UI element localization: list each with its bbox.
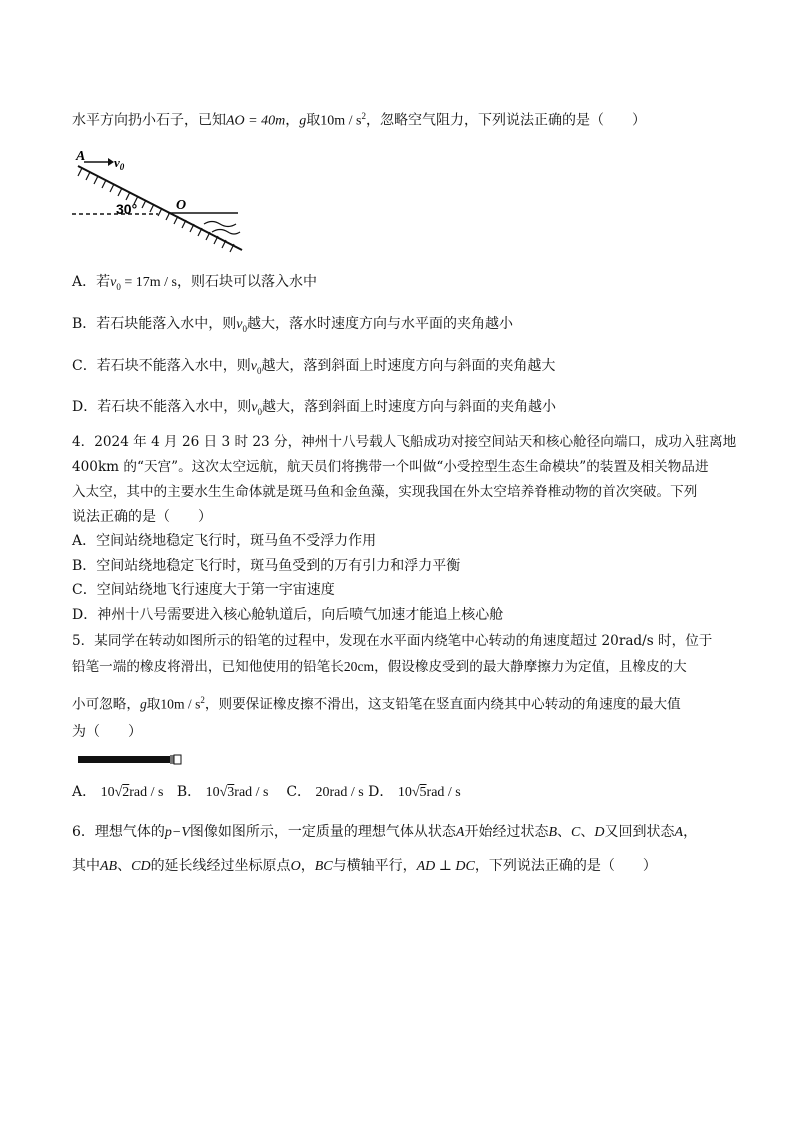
q5-text: ，则要保证橡皮擦不滑出，这支铅笔在竖直面内绕其中心转动的角速度的最大值 bbox=[204, 696, 681, 713]
pencil-body bbox=[78, 756, 170, 763]
option-sub: 0 bbox=[116, 281, 121, 292]
option-sub: 0 bbox=[242, 323, 248, 334]
q3-option-b bbox=[72, 314, 513, 339]
q3-g-exp: 2 bbox=[361, 111, 366, 121]
q3-option-d bbox=[72, 397, 556, 422]
pencil-ferrule bbox=[170, 755, 174, 764]
option-coef: 10 bbox=[397, 785, 412, 800]
q6-text: 其中 bbox=[72, 858, 100, 874]
q3-stem bbox=[72, 106, 646, 132]
q5-option-b bbox=[177, 784, 269, 800]
q6-text: 与横轴平行， bbox=[332, 858, 417, 874]
incline-diagram bbox=[72, 146, 252, 256]
option-coef: 10 bbox=[205, 785, 220, 800]
q4-line-3: 入太空，其中的主要水生生命体就是斑马鱼和金鱼藻，实现我国在外太空培养脊椎动物的首次突破。下列 bbox=[72, 484, 698, 500]
q6-state-a: A bbox=[674, 825, 684, 840]
label-a: A bbox=[76, 149, 86, 164]
q6-bc: BC bbox=[314, 859, 333, 874]
q6-line-1 bbox=[72, 822, 697, 843]
q5-text: ，假设橡皮受到的最大静摩擦力为定值，且橡皮的大 bbox=[374, 659, 687, 675]
option-sub: 0 bbox=[257, 406, 262, 417]
q6-sep: 、 bbox=[580, 824, 595, 840]
q6-text: 的延长线经过坐标原点 bbox=[150, 858, 291, 874]
q6-perp: AD ⊥ DC bbox=[416, 859, 475, 874]
q6-cd: CD bbox=[131, 859, 151, 874]
q6-sep: 、 bbox=[117, 858, 132, 874]
option-root: 2 bbox=[122, 785, 130, 800]
option-coef: 10 bbox=[100, 785, 115, 800]
q3-comma: ， bbox=[285, 112, 300, 129]
option-prefix: B．若石块能落入水中，则 bbox=[72, 316, 237, 332]
pencil-diagram bbox=[78, 754, 184, 766]
q5-option-a bbox=[72, 784, 163, 800]
option-var: v bbox=[236, 317, 243, 332]
water-wave-1 bbox=[204, 222, 236, 227]
q4-option-b: B．空间站绕地稳定飞行时，斑马鱼受到的万有引力和浮力平衡 bbox=[72, 558, 461, 574]
q6-state-b: B bbox=[548, 825, 558, 840]
option-label: D． bbox=[368, 784, 394, 800]
option-rest: 越大，落到斜面上时速度方向与斜面的夹角越小 bbox=[261, 399, 556, 415]
q6-state-d: D bbox=[594, 825, 605, 840]
option-sub: 0 bbox=[256, 365, 262, 376]
water-wave-2 bbox=[212, 230, 240, 235]
q6-text: 6．理想气体的 bbox=[72, 824, 165, 840]
q6-origin: O bbox=[290, 859, 301, 874]
option-rest: 越大，落水时速度方向与水平面的夹角越小 bbox=[247, 316, 514, 332]
q3-g: g bbox=[299, 113, 307, 129]
q5-line-2 bbox=[72, 657, 687, 677]
q6-state-a: A bbox=[455, 825, 465, 840]
q5-text: 小可忽略， bbox=[72, 696, 140, 713]
q3-stem-text: 水平方向扔小石子，已知 bbox=[72, 112, 226, 129]
option-label: B． bbox=[176, 784, 202, 800]
option-unit: rad / s bbox=[234, 785, 269, 800]
option-rest: ，则石块可以落入水中 bbox=[176, 274, 317, 290]
q4-option-c: C．空间站绕地飞行速度大于第一宇宙速度 bbox=[72, 582, 335, 598]
q4-option-d: D．神州十八号需要进入核心舱轨道后，向后喷气加速才能追上核心舱 bbox=[72, 607, 504, 623]
sqrt-sign: √ bbox=[114, 785, 123, 800]
q3-g-value: 10m / s bbox=[320, 113, 362, 129]
option-unit: rad / s bbox=[426, 785, 461, 800]
option-coef: 20 bbox=[315, 785, 330, 800]
q5-option-d bbox=[368, 784, 461, 800]
q6-line-2 bbox=[72, 856, 657, 877]
q3-eq-ao: AO = 40m bbox=[226, 113, 286, 129]
option-prefix: D．若石块不能落入水中，则 bbox=[72, 399, 252, 415]
q3-question: ，忽略空气阻力，下列说法正确的是（ ） bbox=[365, 112, 646, 129]
q5-line-3 bbox=[72, 690, 681, 715]
option-prefix: A．若 bbox=[72, 274, 111, 290]
q6-text: ，下列说法正确的是（ ） bbox=[474, 858, 657, 874]
q5-line-4: 为（ ） bbox=[72, 724, 142, 740]
q4-line-4: 说法正确的是（ ） bbox=[72, 509, 212, 525]
label-angle: 30° bbox=[116, 201, 138, 217]
q6-text: 图像如图所示，一定质量的理想气体从状态 bbox=[189, 824, 456, 840]
q5-line-1: 5．某同学在转动如图所示的铅笔的过程中，发现在水平面内绕笔中心转动的角速度超过 20rad/s 时，位于 bbox=[72, 633, 713, 649]
label-o: O bbox=[176, 198, 187, 213]
q5-pencil-length: 20cm bbox=[343, 659, 375, 674]
q5-g-exp: 2 bbox=[200, 695, 205, 705]
q5-take: 取 bbox=[146, 696, 161, 713]
option-label: A． bbox=[72, 784, 97, 800]
q6-state-c: C bbox=[571, 825, 581, 840]
q6-pv: p−V bbox=[164, 825, 190, 840]
q3-take: 取 bbox=[306, 112, 321, 129]
q6-sep: 、 bbox=[557, 824, 572, 840]
q6-comma: ， bbox=[683, 824, 698, 840]
option-label: C． bbox=[286, 784, 312, 800]
incline-figure bbox=[72, 146, 252, 260]
q4-line-2: 400km 的“天宫”。这次太空远航，航天员们将携带一个叫做“小受控型生态生命模块”的装置及相关物品进 bbox=[72, 459, 709, 475]
option-root: 3 bbox=[227, 785, 235, 800]
label-v0: $v_0$ bbox=[114, 155, 125, 172]
option-root: 5 bbox=[419, 785, 427, 800]
option-mid: = 17m / s bbox=[120, 275, 177, 290]
option-var: v bbox=[110, 275, 117, 290]
option-var: v bbox=[250, 359, 257, 374]
q6-text: 又回到状态 bbox=[604, 824, 675, 840]
q6-comma: ， bbox=[300, 858, 315, 874]
option-unit: rad / s bbox=[129, 785, 164, 800]
q5-option-c bbox=[286, 784, 363, 800]
q5-text: 铅笔一端的橡皮将滑出，已知他使用的铅笔长 bbox=[72, 659, 344, 675]
q6-ab: AB bbox=[100, 859, 118, 874]
sqrt-sign: √ bbox=[411, 785, 420, 800]
q5-g: g bbox=[139, 696, 147, 712]
q6-text: 开始经过状态 bbox=[464, 824, 549, 840]
pencil-figure bbox=[78, 754, 184, 770]
option-unit: rad / s bbox=[329, 785, 364, 800]
q5-g-value: 10m / s bbox=[160, 696, 201, 712]
q3-option-a bbox=[72, 272, 317, 297]
q4-line-1: 4．2024 年 4 月 26 日 3 时 23 分，神州十八号载人飞船成功对接空间站天和核心舱径向端口，成功入驻离地 bbox=[72, 434, 737, 450]
sqrt-sign: √ bbox=[219, 785, 228, 800]
q5-options bbox=[72, 782, 461, 803]
incline-hatching bbox=[78, 168, 234, 252]
option-prefix: C．若石块不能落入水中，则 bbox=[72, 358, 251, 374]
pencil-eraser bbox=[174, 755, 181, 764]
q4-option-a: A．空间站绕地稳定飞行时，斑马鱼不受浮力作用 bbox=[72, 533, 377, 549]
q3-option-c bbox=[72, 356, 555, 381]
option-var: v bbox=[251, 400, 258, 415]
option-rest: 越大，落到斜面上时速度方向与斜面的夹角越大 bbox=[261, 358, 556, 374]
